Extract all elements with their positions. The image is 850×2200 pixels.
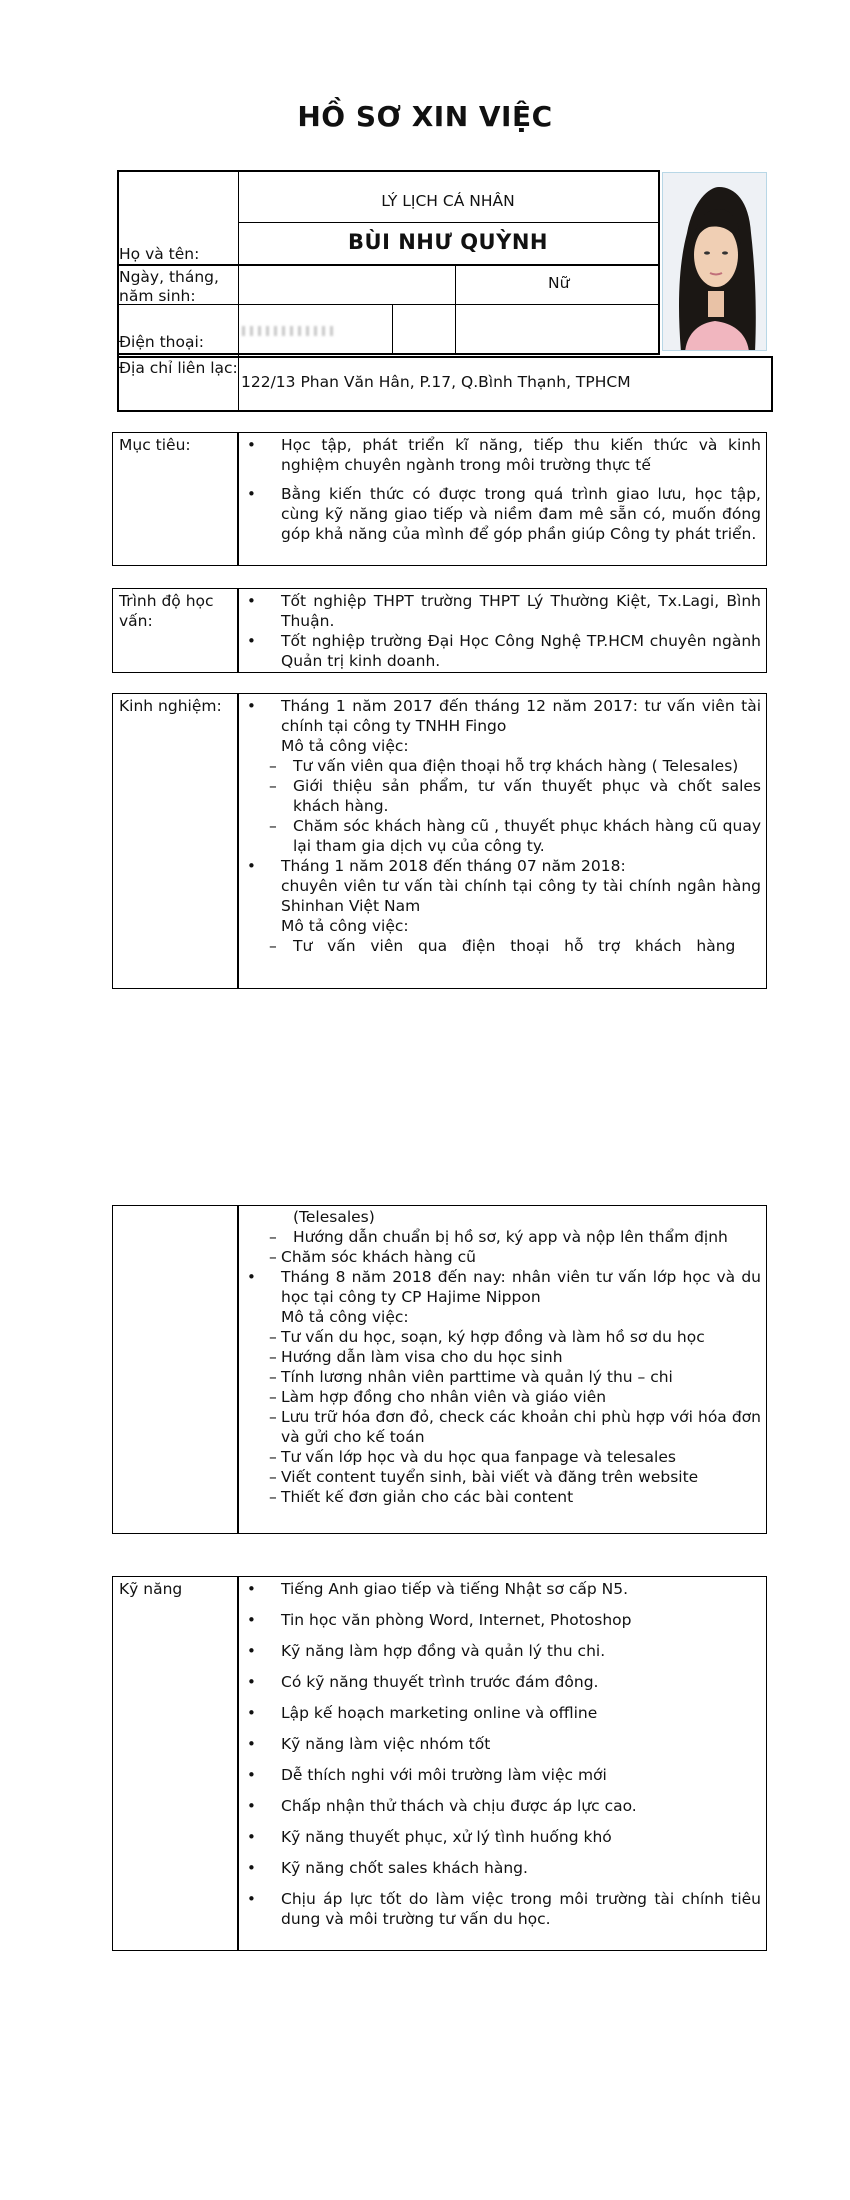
page-title: HỒ SƠ XIN VIỆC (297, 100, 553, 133)
portrait-photo-icon (662, 172, 767, 351)
skill-item: • Kỹ năng làm việc nhóm tốt (241, 1734, 761, 1754)
job-task: – Viết content tuyển sinh, bài viết và đăng trên website (241, 1467, 761, 1487)
job-task: – Tư vấn lớp học và du học qua fanpage và telesales (241, 1447, 761, 1467)
address-value: 122/13 Phan Văn Hân, P.17, Q.Bình Thạnh, TPHCM (241, 373, 631, 391)
job3-task-list (241, 1327, 761, 1507)
education-section (112, 588, 767, 673)
job-title: Tháng 1 năm 2017 đến tháng 12 năm 2017: tư vấn viên tài chính tại công ty TNHH Fingo (281, 697, 761, 735)
skills-label: Kỹ năng (119, 1580, 183, 1598)
skill-item: • Chấp nhận thử thách và chịu được áp lực cao. (241, 1796, 761, 1816)
job-task: – Lưu trữ hóa đơn đỏ, check các khoản chi phù hợp với hóa đơn và gửi cho kế toán (241, 1407, 761, 1447)
education-item: • Tốt nghiệp THPT trường THPT Lý Thường Kiệt, Tx.Lagi, Bình Thuận. (241, 591, 761, 631)
job-task: – Tư vấn viên qua điện thoại hỗ trợ khách hàng (241, 936, 761, 956)
job-entry (241, 856, 761, 876)
skill-item: • Tiếng Anh giao tiếp và tiếng Nhật sơ cấp N5. (241, 1579, 761, 1599)
job-task: – Chăm sóc khách hàng cũ , thuyết phục khách hàng cũ quay lại tham gia dịch vụ của công ty. (241, 816, 761, 856)
skill-item: • Chịu áp lực tốt do làm việc trong môi trường tài chính tiêu dung và môi trường tư vấn du học. (241, 1889, 761, 1929)
job-task: – Tính lương nhân viên parttime và quản lý thu – chi (241, 1367, 761, 1387)
job-title: Tháng 1 năm 2018 đến tháng 07 năm 2018: (281, 857, 626, 875)
experience-section (112, 693, 767, 989)
gender-value: Nữ (548, 274, 570, 292)
skill-item: • Có kỹ năng thuyết trình trước đám đông. (241, 1672, 761, 1692)
objective-item: • Bằng kiến thức có được trong quá trình giao lưu, học tập, cùng kỹ năng giao tiếp và niềm đam mê sẵn có, muốn đóng góp khả năng của mình để góp phần giúp Công ty phát triển. (241, 484, 761, 544)
address-label: Địa chỉ liên lạc: (119, 359, 238, 377)
objective-item: • Học tập, phát triển kĩ năng, tiếp thu kiến thức và kinh nghiệm chuyên ngành trong môi trường thực tế (241, 435, 761, 475)
job-task: – Làm hợp đồng cho nhân viên và giáo viên (241, 1387, 761, 1407)
education-item: • Tốt nghiệp trường Đại Học Công Nghệ TP.HCM chuyên ngành Quản trị kinh doanh. (241, 631, 761, 671)
skill-item: • Lập kế hoạch marketing online và offline (241, 1703, 761, 1723)
phone-label: Điện thoại: (119, 333, 205, 351)
name-label: Họ và tên: (119, 245, 200, 263)
job-task-continued: (Telesales) (293, 1208, 375, 1226)
job-title: Tháng 8 năm 2018 đến nay: nhân viên tư vấn lớp học và du học tại công ty CP Hajime Nippon (281, 1268, 761, 1306)
job-description-label: Mô tả công việc: (281, 737, 409, 755)
objective-label: Mục tiêu: (119, 436, 191, 454)
job-description-label: Mô tả công việc: (281, 1308, 409, 1326)
job-task: – Hướng dẫn làm visa cho du học sinh (241, 1347, 761, 1367)
job-task: – Tư vấn viên qua điện thoại hỗ trợ khách hàng ( Telesales) (241, 756, 761, 776)
education-label-line2: vấn: (119, 612, 153, 630)
job-task: – Chăm sóc khách hàng cũ (241, 1247, 761, 1267)
personal-info-heading: LÝ LỊCH CÁ NHÂN (381, 192, 515, 210)
redacted-phone (242, 326, 337, 336)
dob-label-line1: Ngày, tháng, (119, 268, 219, 286)
job-entry (241, 696, 761, 756)
skill-item: • Dễ thích nghi với môi trường làm việc mới (241, 1765, 761, 1785)
job-title: chuyên viên tư vấn tài chính tại công ty tài chính ngân hàng Shinhan Việt Nam (281, 877, 761, 915)
skill-item: • Kỹ năng thuyết phục, xử lý tình huống khó (241, 1827, 761, 1847)
dob-label-line2: năm sinh: (119, 287, 196, 305)
skill-item: • Kỹ năng làm hợp đồng và quản lý thu chi. (241, 1641, 761, 1661)
education-label-line1: Trình độ học (119, 592, 214, 610)
job-task: – Hướng dẫn chuẩn bị hồ sơ, ký app và nộp lên thẩm định (241, 1227, 761, 1247)
job-task: – Giới thiệu sản phẩm, tư vấn thuyết phục và chốt sales khách hàng. (241, 776, 761, 816)
skill-item: • Kỹ năng chốt sales khách hàng. (241, 1858, 761, 1878)
skill-item: • Tin học văn phòng Word, Internet, Photoshop (241, 1610, 761, 1630)
job-task: – Thiết kế đơn giản cho các bài content (241, 1487, 761, 1507)
experience-section-continued (112, 1205, 767, 1534)
job-description-label: Mô tả công việc: (281, 917, 409, 935)
experience-label: Kinh nghiệm: (119, 697, 222, 715)
full-name: BÙI NHƯ QUỲNH (348, 230, 548, 254)
job-task: – Tư vấn du học, soạn, ký hợp đồng và làm hồ sơ du học (241, 1327, 761, 1347)
objective-section (112, 432, 767, 566)
job-entry (241, 1267, 761, 1327)
skills-section (112, 1576, 767, 1951)
